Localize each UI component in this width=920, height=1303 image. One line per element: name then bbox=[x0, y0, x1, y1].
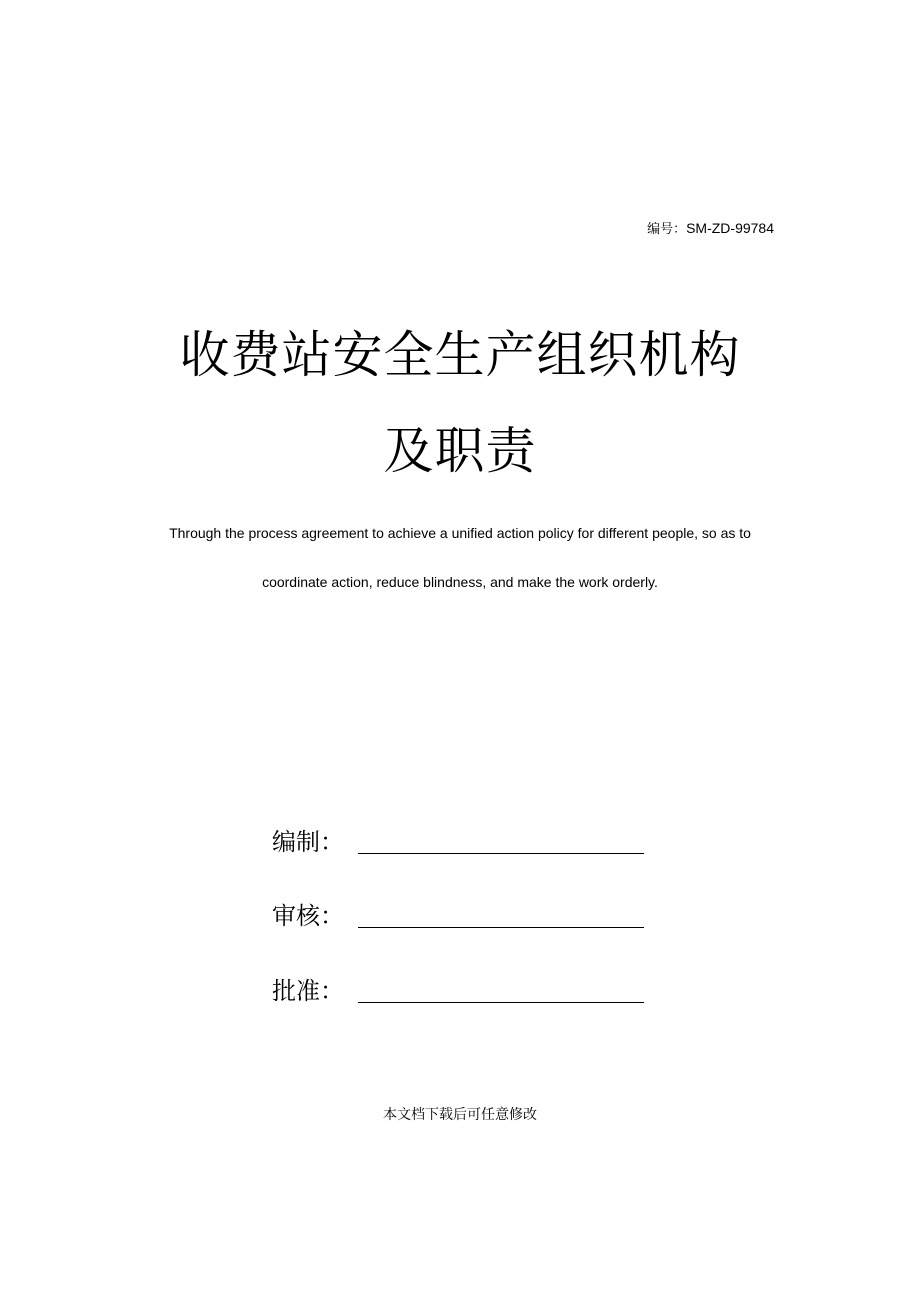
signature-row-compiled-by bbox=[272, 826, 652, 862]
document-title-line-2: 及职责 bbox=[383, 422, 537, 480]
signature-label-approved-by: 批准： bbox=[272, 977, 344, 1005]
signature-line-reviewed-by bbox=[358, 927, 644, 928]
signature-label-reviewed-by: 审核： bbox=[272, 902, 344, 930]
signature-line-compiled-by bbox=[358, 853, 644, 854]
document-title-line-1: 收费站安全生产组织机构 bbox=[179, 326, 741, 384]
english-subtitle-line-1: Through the process agreement to achieve a unified action policy for different people, so as to bbox=[169, 525, 751, 541]
signature-row-reviewed-by bbox=[272, 900, 652, 936]
footer-note: 本文档下载后可任意修改 bbox=[383, 1107, 537, 1123]
signature-row-approved-by bbox=[272, 975, 652, 1011]
signature-label-compiled-by: 编制： bbox=[272, 828, 344, 856]
document-number-value: SM-ZD-99784 bbox=[686, 220, 774, 236]
signature-line-approved-by bbox=[358, 1002, 644, 1003]
document-number-label: 编号： bbox=[647, 222, 687, 237]
english-subtitle-line-2: coordinate action, reduce blindness, and make the work orderly. bbox=[262, 574, 658, 590]
document-number bbox=[647, 219, 774, 239]
